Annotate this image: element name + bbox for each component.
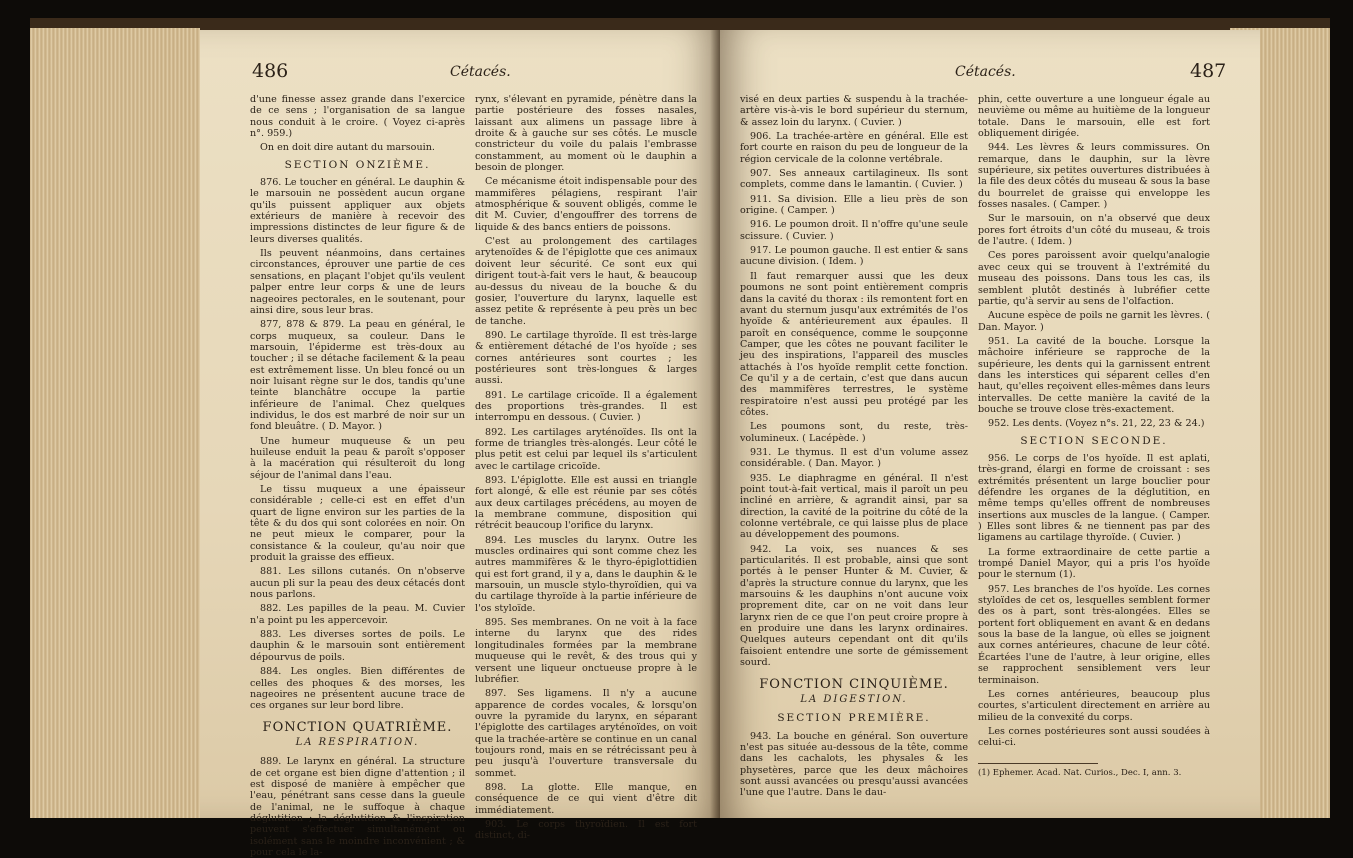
page-number-left: 486 (252, 60, 289, 82)
paragraph: phin, cette ouverture a une longueur égale au neuvième ou même au huitième de la longueur totale. Dans le marsouin, elle est fort obliquement dirigée. (978, 94, 1210, 140)
paragraph: 893. L'épiglotte. Elle est aussi en triangle fort alongé, & elle est réunie par ses côtés aux deux cartilages précédens, au moyen de la membrane commune, disposition qui rétrécit beaucoup l'orifice du larynx. (475, 475, 697, 532)
paragraph: 877, 878 & 879. La peau en général, le corps muqueux, sa couleur. Dans le marsouin, l'épiderme est très-doux au toucher ; il se détache facilement & la peau est extrêmement lisse. Un bleu foncé ou un noir luisant règne sur le dos, tandis qu'une teinte blanchâtre occupe la partie inférieure de l'animal. Chez quelques individus, le dos est marbré de noir sur un fond bleuâtre. ( D. Mayor. ) (250, 319, 465, 433)
paragraph: 898. La glotte. Elle manque, en conséquence de ce qui vient d'être dit immédiatement. (475, 781, 697, 816)
paragraph: Ce mécanisme étoit indispensable pour des mammifères pélagiens, respirant l'air atmosphérique & souvent obligés, comme le dit M. Cuvier, d'engouffrer des torrens de liquide & des bancs entiers de poissons. (475, 176, 697, 233)
paragraph: 906. La trachée-artère en général. Elle est fort courte en raison du peu de longueur de la région cervicale de la colonne vertébrale. (740, 131, 968, 165)
left-page-column-2 (475, 94, 697, 842)
open-book (30, 18, 1330, 858)
fonction-heading: FONCTION CINQUIÈME. (759, 676, 949, 692)
section-heading: SECTION PREMIÈRE. (777, 712, 931, 725)
paragraph: rynx, s'élevant en pyramide, pénètre dans la partie postérieure des fosses nasales, laissant aux alimens un passage libre à droite & à gauche sur ses côtés. Le muscle constricteur du voile du palais l'embrasse constamment, au moment où le dauphin a besoin de plonger. (475, 94, 697, 174)
paragraph: 884. Les ongles. Bien différentes de celles des phoques & des morses, les nageoires ne présentent aucune trace de ces organes sur leur bord libre. (250, 666, 465, 712)
paragraph: Ils peuvent néanmoins, dans certaines circonstances, éprouver une partie de ces sensations, en plaçant l'objet qu'ils veulent palper entre leur corps & une de leurs nageoires pectorales, en le soutenant, pour ainsi dire, sous leur bras. (250, 248, 465, 316)
paragraph: 956. Le corps de l'os hyoïde. Il est aplati, très-grand, élargi en forme de croissant : ses extrémités présentent un large bouclier pour défendre les organes de la déglutition, en même temps qu'elles offrent de nombreuses insertions aux muscles de la langue. ( Camper. ) Elles sont libres & ne tiennent pas par des ligamens au cartilage thyroïde. ( Cuvier. ) (978, 452, 1210, 544)
fonction-heading: FONCTION QUATRIÈME. (262, 719, 453, 735)
footnote: (1) Ephemer. Acad. Nat. Curios., Dec. I, ann. 3. (978, 767, 1182, 778)
paragraph: Les poumons sont, du reste, très-volumineux. ( Lacépède. ) (740, 421, 968, 444)
paragraph: Ces pores paroissent avoir quelqu'analogie avec ceux qui se trouvent à l'extrémité du museau des poissons. Dans tous les cas, ils semblent plutôt destinés à lubréfier cette partie, qu'à servir au sens de l'olfaction. (978, 250, 1210, 307)
page-edges-left (30, 28, 200, 818)
paragraph: 892. Les cartilages aryténoïdes. Ils ont la forme de triangles très-alongés. Leur côté le plus petit est celui par lequel ils s'articulent avec le cartilage cricoïde. (475, 426, 697, 472)
running-head-right: Cétacés. (955, 64, 1016, 80)
paragraph: Une humeur muqueuse & un peu huileuse enduit la peau & paroît s'opposer à la macération qui résulteroit du long séjour de l'animal dans l'eau. (250, 435, 465, 481)
paragraph: d'une finesse assez grande dans l'exercice de ce sens ; l'organisation de sa langue nous conduit à le croire. ( Voyez ci-après n°. 959.) (250, 94, 465, 140)
paragraph: 957. Les branches de l'os hyoïde. Les cornes styloïdes de cet os, lesquelles semblent former des os à part, sont très-alongées. Elles se portent fort obliquement en avant & en dedans sous la base de la langue, où elles se joignent aux cornes antérieures, chacune de leur côté. Écartées l'une de l'autre, à leur origine, elles se rapprochent sensiblement vers leur terminaison. (978, 583, 1210, 686)
paragraph: 894. Les muscles du larynx. Outre les muscles ordinaires qui sont comme chez les autres mammifères & le thyro-épiglottidien qui est fort grand, il y a, dans le dauphin & le marsouin, un muscle stylo-thyroïdien, qui va du cartilage thyroïde à la partie inférieure de l'os styloïde. (475, 534, 697, 614)
paragraph: 935. Le diaphragme en général. Il n'est point tout-à-fait vertical, mais il paroît un peu incliné en arrière, & agrandit ainsi, par sa direction, la cavité de la poitrine du côté de la colonne vertébrale, ce qui laisse plus de place au développement des poumons. (740, 472, 968, 541)
paragraph: 917. Le poumon gauche. Il est entier & sans aucune division. ( Idem. ) (740, 245, 968, 268)
paragraph: 891. Le cartilage cricoïde. Il a également des proportions très-grandes. Il est interrompu en dessous. ( Cuvier. ) (475, 389, 697, 424)
subheading: LA RESPIRATION. (295, 736, 420, 748)
paragraph: 895. Ses membranes. On ne voit à la face interne du larynx que des rides longitudinales formées par la membrane muqueuse qui le revêt, & des trous qui y versent une liqueur onctueuse propre à le lubréfier. (475, 617, 697, 685)
paragraph: Il faut remarquer aussi que les deux poumons ne sont point entièrement compris dans la cavité du thorax : ils remontent fort en avant du sternum jusqu'aux extrémités de l'os hyoïde & antérieurement aux épaules. Il paroît en conséquence, comme le soupçonne Camper, que les côtes ne pouvant faciliter le jeu des inspirations, l'appareil des muscles attachés à l'os hyoïde remplit cette fonction. Ce qu'il y a de certain, c'est que dans aucun des mammifères terrestres, le système respiratoire n'est aussi peu protégé par les côtes. (740, 270, 968, 418)
paragraph: 907. Ses anneaux cartilagineux. Ils sont complets, comme dans le lamantin. ( Cuvier. ) (740, 168, 968, 191)
paragraph: 890. Le cartilage thyroïde. Il est très-large & entièrement détaché de l'os hyoïde ; ses cornes antérieures sont courtes ; les postérieures sont très-longues & larges aussi. (475, 329, 697, 387)
paragraph: Les cornes antérieures, beaucoup plus courtes, s'articulent directement en arrière au milieu de la convexité du corps. (978, 688, 1210, 723)
paragraph: 897. Ses ligamens. Il n'y a aucune apparence de cordes vocales, & lorsqu'on ouvre la pyramide du larynx, en séparant l'épiglotte des cartilages aryténoïdes, on voit que la trachée-artère se continue en un canal toujours rond, mais en se rétrécissant peu à peu jusqu'à l'ouverture transversale du sommet. (475, 688, 697, 779)
paragraph: Sur le marsouin, on n'a observé que deux pores fort étroits d'un côté du museau, & trois de l'autre. ( Idem. ) (978, 213, 1210, 248)
paragraph: 943. La bouche en général. Son ouverture n'est pas située au-dessous de la tête, comme dans les cachalots, les physales & les physetères, parce que les deux mâchoires sont aussi avancées ou presqu'aussi avancées l'une que l'autre. Dans le dau- (740, 730, 968, 799)
left-page (200, 30, 720, 858)
paragraph: 916. Le poumon droit. Il n'offre qu'une seule scissure. ( Cuvier. ) (740, 219, 968, 242)
right-page-column-2 (978, 94, 1210, 798)
paragraph: Les cornes postérieures sont aussi soudées à celui-ci. (978, 725, 1210, 749)
left-page-column-1 (250, 94, 465, 858)
paragraph: 882. Les papilles de la peau. M. Cuvier n'a point pu les appercevoir. (250, 603, 465, 626)
page-number-right: 487 (1190, 60, 1227, 82)
right-page-column-1 (740, 94, 968, 798)
paragraph: La forme extraordinaire de cette partie a trompé Daniel Mayor, qui a pris l'os hyoïde pour le sternum (1). (978, 546, 1210, 581)
paragraph: 952. Les dents. (Voyez n°s. 21, 22, 23 & 24.) (988, 418, 1205, 430)
paragraph: 881. Les sillons cutanés. On n'observe aucun pli sur la peau des deux cétacés dont nous parlons. (250, 566, 465, 601)
paragraph: 876. Le toucher en général. Le dauphin & le marsouin ne possèdent aucun organe qu'ils puissent appliquer aux objets extérieurs de manière à recevoir des impressions distinctes de leur figure & de leurs diverses qualités. (250, 177, 465, 245)
running-head-left: Cétacés. (450, 64, 511, 80)
right-page (720, 30, 1260, 818)
paragraph: Aucune espèce de poils ne garnit les lèvres. ( Dan. Mayor. ) (978, 310, 1210, 333)
paragraph: visé en deux parties & suspendu à la trachée-artère vis-à-vis le bord supérieur du sternum, & assez loin du larynx. ( Cuvier. ) (740, 94, 968, 128)
footnote-rule (978, 763, 1098, 764)
paragraph: 903. Le corps thyroïdien. Il est fort distinct, di- (475, 818, 697, 842)
paragraph: 931. Le thymus. Il est d'un volume assez considérable. ( Dan. Mayor. ) (740, 446, 968, 470)
paragraph: Le tissu muqueux a une épaisseur considérable ; celle-ci est en effet d'un quart de ligne environ sur les parties de la tête & du dos qui sont colorées en noir. On ne peut mieux le comparer, pour la consistance & la couleur, qu'au noir que produit la graisse des effieux. (250, 484, 465, 564)
paragraph: 944. Les lèvres & leurs commissures. On remarque, dans le dauphin, sur la lèvre supérieure, six petites ouvertures distribuées à la file des deux côtés du museau & sous la base du bourrelet de graisse qui enveloppe les fosses nasales. ( Camper. ) (978, 142, 1210, 211)
section-heading: SECTION ONZIÈME. (284, 158, 431, 171)
paragraph: 942. La voix, ses nuances & ses particularités. Il est probable, ainsi que sont portés à le penser Hunter & M. Cuvier, & d'après la structure connue du larynx, que les marsouins & les dauphins n'ont aucune voix proprement dite, car on ne voit dans leur larynx rien de ce que l'on peut croire propre à en produire une dans les larynx ordinaires. Quelques auteurs cependant ont dit qu'ils faisoient entendre une sorte de gémissement sourd. (740, 543, 968, 669)
paragraph: On en doit dire autant du marsouin. (260, 142, 435, 154)
subheading: LA DIGESTION. (800, 693, 908, 705)
paragraph: 951. La cavité de la bouche. Lorsque la mâchoire inférieure se rapproche de la supérieure, les dents qui la garnissent entrent dans les interstices qui séparent celles d'en haut, qu'elles reçoivent elles-mêmes dans leurs intervalles. De cette manière la cavité de la bouche se trouve close très-exactement. (978, 335, 1210, 415)
paragraph: 883. Les diverses sortes de poils. Le dauphin & le marsouin sont entièrement dépourvus de poils. (250, 629, 465, 663)
section-heading: SECTION SECONDE. (1020, 434, 1168, 447)
paragraph: 889. Le larynx en général. La structure de cet organe est bien digne d'attention ; il est disposé de manière à empêcher que l'eau, pénétrant sans cesse dans la gueule de l'animal, ne le suffoque à chaque déglutition ; la déglutition & l'inspiration peuvent s'effectuer simultanément ou isolément sans le moindre inconvénient ; & pour cela le la- (250, 756, 465, 858)
paragraph: 911. Sa division. Elle a lieu près de son origine. ( Camper. ) (740, 193, 968, 217)
paragraph: C'est au prolongement des cartilages arytenoïdes & de l'épiglotte que ces animaux doivent leur sécurité. Ce sont eux qui dirigent tout-à-fait vers le haut, & beaucoup au-dessus du niveau de la bouche & du gosier, l'ouverture du larynx, laquelle est assez petite & représente à peu près un bec de tanche. (475, 236, 697, 327)
